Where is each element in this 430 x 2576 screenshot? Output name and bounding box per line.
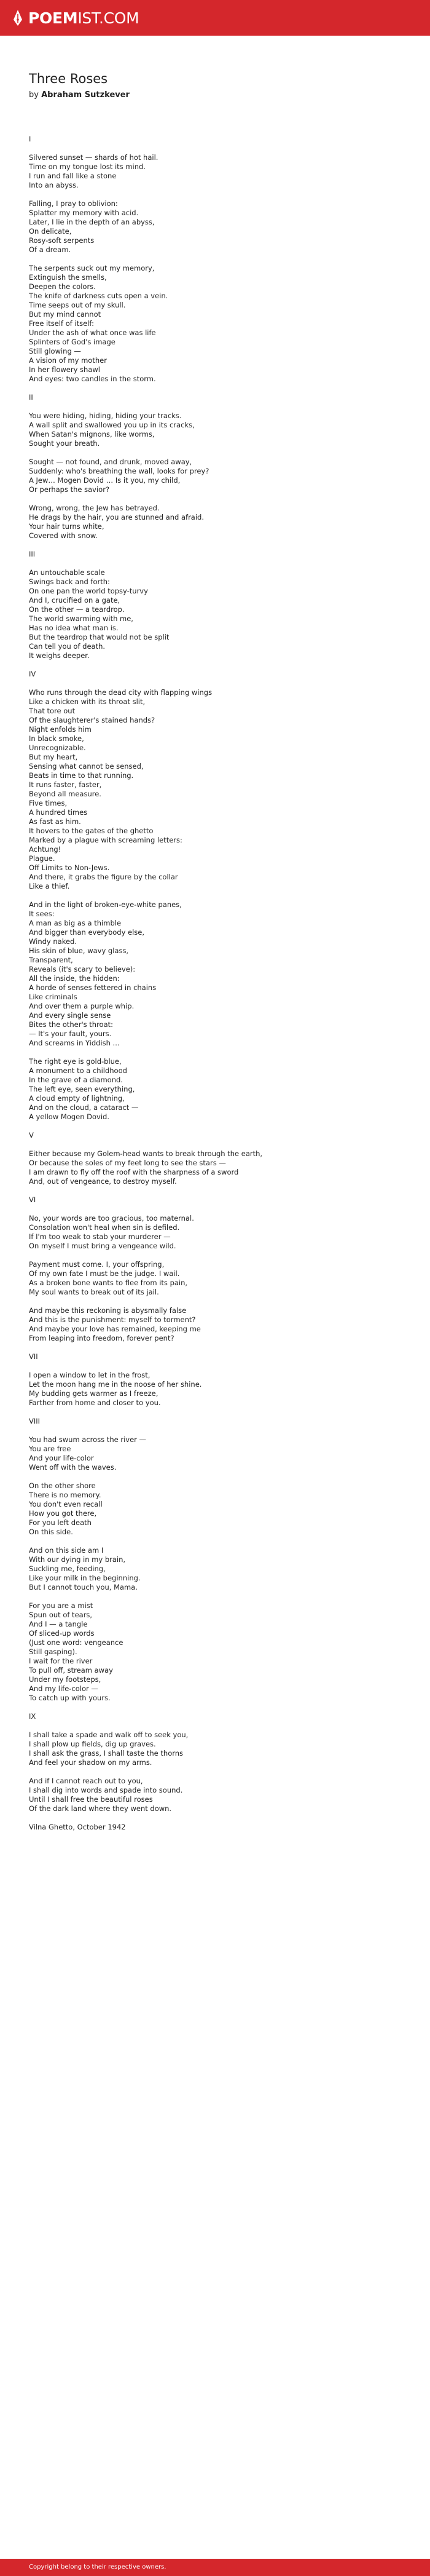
poem-author-link[interactable]: Abraham Sutzkever	[41, 90, 130, 100]
poem-line: The right eye is gold-blue,	[29, 1057, 122, 1066]
poem-line: I shall dig into words and spade into sound.	[29, 1786, 183, 1794]
poem-line: Still glowing —	[29, 347, 81, 355]
poem-line: That tore out	[29, 707, 76, 715]
poem-body	[29, 135, 410, 1841]
poem-stanza	[29, 1435, 410, 1472]
quill-icon	[12, 9, 23, 26]
poem-line: VIII	[29, 1417, 41, 1425]
poem-line: Of the dark land where they went down.	[29, 1804, 172, 1813]
poem-line: Time seeps out of my skull.	[29, 301, 126, 309]
poem-line: The world swarming with me,	[29, 614, 133, 623]
poem-byline	[29, 90, 130, 100]
poem-line: And screams in Yiddish ...	[29, 1039, 120, 1047]
poem-line: And maybe this reckoning is abysmally false	[29, 1306, 187, 1315]
poem-line: With our dying in my brain,	[29, 1555, 126, 1564]
poem-line: In her flowery shawl	[29, 365, 100, 374]
poem-stanza	[29, 393, 410, 402]
poem-line: It hovers to the gates of the ghetto	[29, 826, 154, 835]
logo-brand-bold: POEM	[28, 9, 78, 27]
poem-line: And, out of vengeance, to destroy myself.	[29, 1177, 177, 1186]
poem-stanza	[29, 1352, 410, 1361]
poem-line: (Just one word: vengeance	[29, 1638, 123, 1647]
poem-stanza	[29, 504, 410, 541]
poem-line: And I — a tangle	[29, 1620, 88, 1628]
poem-line: On the other — a teardrop.	[29, 605, 125, 614]
poem-stanza	[29, 458, 410, 494]
poem-line: A man as big as a thimble	[29, 919, 122, 927]
poem-line: Marked by a plague with screaming letters:	[29, 836, 182, 844]
poem-line: And if I cannot reach out to you,	[29, 1777, 143, 1785]
poem-line: I open a window to let in the frost,	[29, 1371, 150, 1379]
poem-line: A vision of my mother	[29, 356, 107, 365]
site-footer	[0, 2559, 430, 2576]
poem-line: Like your milk in the beginning.	[29, 1574, 141, 1582]
poem-line: Sought — not found, and drunk, moved away,	[29, 458, 192, 466]
poem-line: You had swum across the river —	[29, 1435, 147, 1444]
poem-line: III	[29, 550, 36, 558]
site-logo-link[interactable]	[12, 8, 139, 28]
poem-line: But the teardrop that would not be split	[29, 633, 170, 641]
poem-line: Unrecognizable.	[29, 743, 86, 752]
poem-line: And maybe your love has remained, keeping me	[29, 1325, 201, 1333]
poem-line: And in the light of broken-eye-white panes,	[29, 900, 182, 909]
poem-line: Like a chicken with its throat slit,	[29, 697, 146, 706]
poem-line: Wrong, wrong, the Jew has betrayed.	[29, 504, 160, 512]
poem-stanza	[29, 1712, 410, 1721]
poem-line: In black smoke,	[29, 734, 84, 743]
poem-stanza	[29, 264, 410, 384]
poem-line: My budding gets warmer as I freeze,	[29, 1389, 158, 1398]
poem-line: I	[29, 135, 31, 143]
poem-line: Of a dream.	[29, 245, 71, 254]
poem-stanza	[29, 199, 410, 255]
poem-line: I shall take a spade and walk off to seek you,	[29, 1730, 189, 1739]
poem-line: No, your words are too gracious, too maternal.	[29, 1214, 194, 1223]
poem-line: On the other shore	[29, 1481, 96, 1490]
poem-stanza	[29, 153, 410, 190]
poem-line: Covered with snow.	[29, 531, 98, 540]
poem-line: Windy naked.	[29, 937, 77, 946]
poem-line: IV	[29, 670, 36, 678]
poem-line: Like a thief.	[29, 882, 70, 890]
poem-stanza	[29, 1131, 410, 1140]
poem-line: IX	[29, 1712, 36, 1721]
poem-line: VII	[29, 1352, 38, 1361]
poem-line: He drags by the hair, you are stunned and afraid.	[29, 513, 205, 521]
poem-line: A Jew… Mogen Dovid … Is it you, my child,	[29, 476, 181, 485]
poem-line: You are free	[29, 1445, 71, 1453]
poem-line: Plague.	[29, 854, 55, 863]
poem-line: Extinguish the smells,	[29, 273, 107, 282]
poem-line: To pull off, stream away	[29, 1666, 113, 1674]
poem-line: As fast as him.	[29, 817, 81, 826]
poem-line: In the grave of a diamond.	[29, 1076, 123, 1084]
poem-line: Vilna Ghetto, October 1942	[29, 1823, 126, 1831]
poem-line: But my mind cannot	[29, 310, 101, 319]
poem-stanza	[29, 1260, 410, 1297]
poem-line: And eyes: two candles in the storm.	[29, 375, 156, 383]
poem-line: A horde of senses fettered in chains	[29, 983, 157, 992]
poem-line: You don't even recall	[29, 1500, 103, 1508]
poem-line: I run and fall like a stone	[29, 172, 117, 180]
poem-line: VI	[29, 1195, 36, 1204]
poem-stanza	[29, 900, 410, 1048]
poem-line: An untouchable scale	[29, 568, 105, 577]
poem-line: Later, I lie in the depth of an abyss,	[29, 218, 155, 226]
poem-line: Spun out of tears,	[29, 1611, 93, 1619]
poem-line: From leaping into freedom, forever pent?	[29, 1334, 174, 1342]
poem-line: Has no idea what man is.	[29, 624, 119, 632]
poem-line: For you are a mist	[29, 1601, 93, 1610]
poem-line: To catch up with yours.	[29, 1694, 111, 1702]
poem-line: And feel your shadow on my arms.	[29, 1758, 152, 1767]
poem-stanza	[29, 1057, 410, 1122]
poem-line: There is no memory.	[29, 1491, 101, 1499]
poem-line: And bigger than everybody else,	[29, 928, 145, 937]
poem-line: And this is the punishment: myself to torment?	[29, 1315, 196, 1324]
poem-line: A wall split and swallowed you up in its cracks,	[29, 421, 195, 429]
poem-title: Three Roses	[29, 71, 108, 86]
poem-stanza	[29, 411, 410, 448]
poem-stanza	[29, 1823, 410, 1832]
poem-line: Silvered sunset — shards of hot hail.	[29, 153, 158, 162]
poem-line: How you got there,	[29, 1509, 97, 1518]
poem-line: Rosy-soft serpents	[29, 236, 95, 245]
poem-line: As a broken bone wants to flee from its pain,	[29, 1278, 188, 1287]
poem-line: I wait for the river	[29, 1657, 93, 1665]
poem-line: Splatter my memory with acid.	[29, 208, 139, 217]
poem-line: Who runs through the dead city with flapping wings	[29, 688, 213, 697]
poem-line: Of sliced-up words	[29, 1629, 95, 1638]
poem-line: Off Limits to Non-Jews.	[29, 863, 110, 872]
poem-line: II	[29, 393, 33, 402]
poem-line: Night enfolds him	[29, 725, 92, 734]
poem-line: And my life-color —	[29, 1684, 98, 1693]
poem-line: V	[29, 1131, 34, 1139]
poem-line: Like criminals	[29, 993, 77, 1001]
poem-line: Your hair turns white,	[29, 522, 104, 531]
poem-line: Splinters of God's image	[29, 338, 115, 346]
poem-stanza	[29, 1417, 410, 1426]
poem-line: And every single sense	[29, 1011, 111, 1020]
poem-line: Under the ash of what once was life	[29, 328, 156, 337]
poem-line: And there, it grabs the figure by the collar	[29, 873, 178, 881]
poem-line: A yellow Mogen Dovid.	[29, 1112, 110, 1121]
poem-line: Or perhaps the savior?	[29, 485, 110, 494]
poem-line: Under my footsteps,	[29, 1675, 101, 1684]
poem-line: On myself I must bring a vengeance wild.	[29, 1242, 176, 1250]
poem-stanza	[29, 135, 410, 144]
logo-brand-light: IST.COM	[77, 9, 139, 27]
poem-line: If I'm too weak to stab your murderer —	[29, 1232, 171, 1241]
poem-line: On delicate,	[29, 227, 72, 236]
poem-line: Suckling me, feeding,	[29, 1564, 106, 1573]
byline-prefix: by	[29, 90, 39, 100]
poem-line: Until I shall free the beautiful roses	[29, 1795, 153, 1804]
poem-stanza	[29, 568, 410, 660]
poem-stanza	[29, 1306, 410, 1343]
poem-line: My soul wants to break out of its jail.	[29, 1288, 159, 1296]
poem-line: Transparent,	[29, 956, 73, 964]
poem-line: But my heart,	[29, 753, 78, 761]
poem-stanza	[29, 1149, 410, 1186]
poem-stanza	[29, 1371, 410, 1408]
poem-line: Suddenly: who's breathing the wall, looks for prey?	[29, 467, 209, 475]
poem-line: — It's your fault, yours.	[29, 1029, 112, 1038]
poem-line: Beyond all measure.	[29, 790, 101, 798]
poem-stanza	[29, 1481, 410, 1537]
poem-line: Swings back and forth:	[29, 577, 110, 586]
poem-line: It weighs deeper.	[29, 651, 90, 660]
poem-line: A hundred times	[29, 808, 88, 817]
site-header	[0, 0, 430, 36]
poem-line: A monument to a childhood	[29, 1066, 127, 1075]
poem-stanza	[29, 670, 410, 679]
poem-line: The left eye, seen everything,	[29, 1085, 135, 1093]
poem-line: Time on my tongue lost its mind.	[29, 162, 146, 171]
poem-stanza	[29, 1777, 410, 1813]
poem-line: Of my own fate I must be the judge. I wail.	[29, 1269, 180, 1278]
poem-stanza	[29, 688, 410, 891]
poem-line: It runs faster, faster,	[29, 780, 102, 789]
poem-line: Of the slaughterer's stained hands?	[29, 716, 155, 724]
poem-line: Consolation won't heal when sin is defiled.	[29, 1223, 180, 1232]
poem-line: Still gasping).	[29, 1647, 77, 1656]
poem-line: It sees:	[29, 910, 55, 918]
poem-stanza	[29, 1195, 410, 1205]
poem-line: I shall plow up fields, dig up graves.	[29, 1740, 156, 1748]
poem-line: On one pan the world topsy-turvy	[29, 587, 148, 595]
poem-line: The knife of darkness cuts open a vein.	[29, 291, 168, 300]
poem-line: Sensing what cannot be sensed,	[29, 762, 144, 771]
poem-line: Into an abyss.	[29, 181, 79, 189]
poem-line: Falling, I pray to oblivion:	[29, 199, 118, 208]
poem-line: His skin of blue, wavy glass,	[29, 946, 129, 955]
poem-line: I shall ask the grass, I shall taste the thorns	[29, 1749, 184, 1758]
poem-line: All the inside, the hidden:	[29, 974, 120, 983]
poem-line: And over them a purple whip.	[29, 1002, 135, 1010]
poem-line: Five times,	[29, 799, 68, 807]
poem-line: Or because the soles of my feet long to see the stars —	[29, 1159, 226, 1167]
poem-line: And your life-color	[29, 1454, 94, 1462]
poem-line: And I, crucified on a gate,	[29, 596, 120, 604]
poem-line: Free itself of itself:	[29, 319, 94, 328]
poem-stanza	[29, 1546, 410, 1592]
poem-line: And on the cloud, a cataract —	[29, 1103, 139, 1112]
poem-line: Beats in time to that running.	[29, 771, 134, 780]
poem-line: Achtung!	[29, 845, 61, 854]
poem-line: On this side.	[29, 1528, 73, 1536]
poem-stanza	[29, 1214, 410, 1251]
poem-stanza	[29, 1601, 410, 1703]
poem-line: When Satan's mignons, like worms,	[29, 430, 155, 438]
poem-line: A cloud empty of lightning,	[29, 1094, 125, 1103]
poem-line: But I cannot touch you, Mama.	[29, 1583, 138, 1591]
poem-line: Sought your breath.	[29, 439, 100, 448]
poem-line: Payment must come. I, your offspring,	[29, 1260, 165, 1269]
poem-line: Either because my Golem-head wants to break through the earth,	[29, 1149, 263, 1158]
poem-line: Can tell you of death.	[29, 642, 106, 651]
poem-stanza	[29, 550, 410, 559]
poem-line: Deepen the colors.	[29, 282, 96, 291]
poem-line: I am drawn to fly off the roof with the sharpness of a sword	[29, 1168, 239, 1176]
poem-line: The serpents suck out my memory,	[29, 264, 155, 272]
copyright-notice: Copyright belong to their respective owners.	[29, 2564, 166, 2570]
poem-line: Reveals (it's scary to believe):	[29, 965, 136, 973]
poem-line: Let the moon hang me in the noose of her shine.	[29, 1380, 202, 1389]
poem-line: Farther from home and closer to you.	[29, 1398, 161, 1407]
poem-line: Bites the other's throat:	[29, 1020, 114, 1029]
poem-line: For you left death	[29, 1518, 92, 1527]
poem-line: And on this side am I	[29, 1546, 104, 1555]
poem-line: You were hiding, hiding, hiding your tracks.	[29, 411, 182, 420]
poem-line: Went off with the waves.	[29, 1463, 117, 1472]
site-logo-text	[28, 9, 139, 27]
poem-stanza	[29, 1730, 410, 1767]
